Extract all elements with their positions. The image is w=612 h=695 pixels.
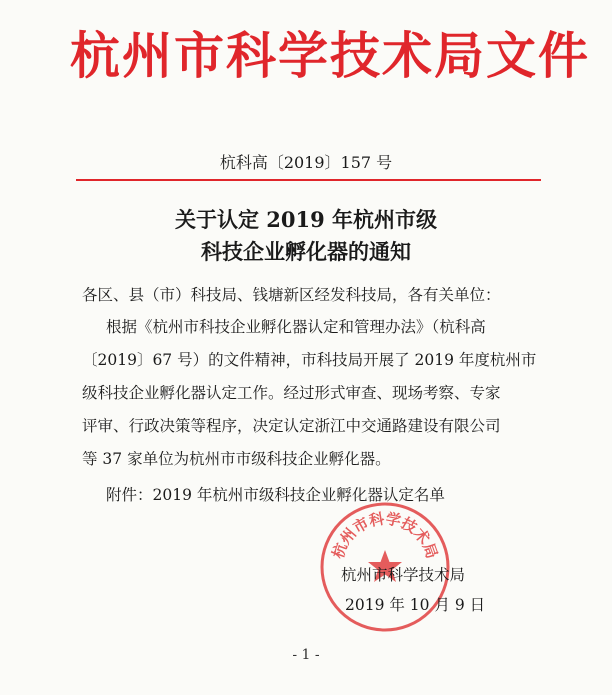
document-number: 杭科高〔2019〕157 号 <box>219 153 393 172</box>
body-paragraph-line: 级科技企业孵化器认定工作。经过形式审查、现场考察、专家 <box>82 384 501 402</box>
attachment-line: 附件：2019 年杭州市级科技企业孵化器认定名单 <box>106 486 445 504</box>
page-number: - 1 - <box>292 647 320 663</box>
issuer-name: 杭州市科学技术局 <box>341 566 466 584</box>
notice-title-line-1: 关于认定 2019 年杭州市级 <box>174 207 438 232</box>
body-paragraph-line: 根据《杭州市科技企业孵化器认定和管理办法》（杭科高 <box>106 318 486 336</box>
body-paragraph-line: 评审、行政决策等程序，决定认定浙江中交通路建设有限公司 <box>82 417 501 435</box>
document-header-title: 杭州市科学技术局文件 <box>70 27 590 85</box>
addressee-line: 各区、县（市）科技局、钱塘新区经发科技局，各有关单位： <box>82 286 501 304</box>
seal-text: 杭州市科学技术局 <box>328 509 442 561</box>
body-paragraph-line: 等 37 家单位为杭州市市级科技企业孵化器。 <box>82 450 391 468</box>
notice-title-line-2: 科技企业孵化器的通知 <box>201 239 411 264</box>
issue-date: 2019 年 10 月 9 日 <box>345 596 486 614</box>
body-paragraph-line: 〔2019〕67 号）的文件精神，市科技局开展了 2019 年度杭州市 <box>82 351 537 369</box>
red-divider-line <box>76 179 541 181</box>
